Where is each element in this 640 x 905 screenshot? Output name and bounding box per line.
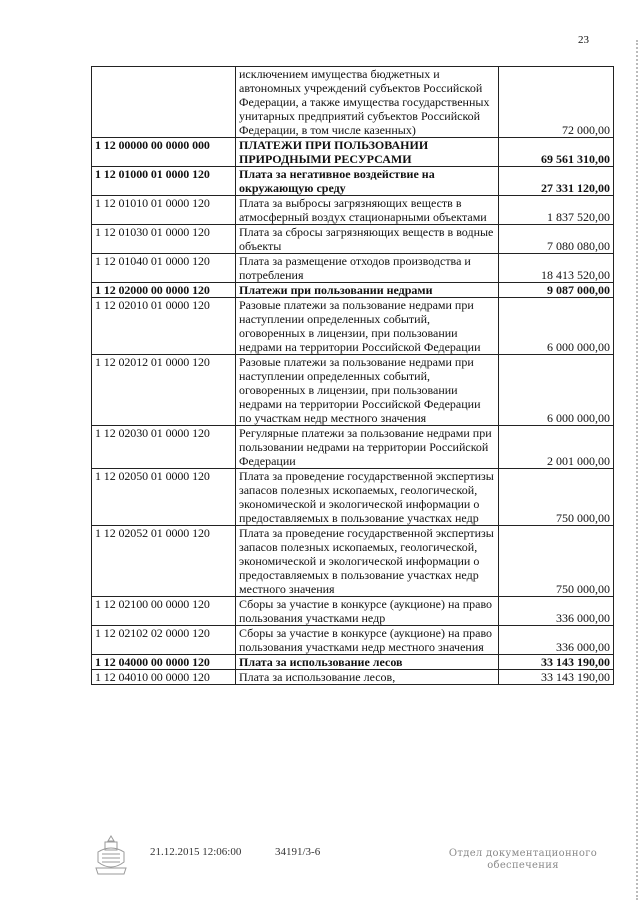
row-code: 1 12 01040 01 0000 120 — [92, 254, 236, 283]
row-name: Разовые платежи за пользование недрами при наступлении определенных событий, оговоренных в лицензии, при пользовании недрами на территории Российской Федерации — [236, 298, 499, 355]
row-name: Плата за использование лесов, — [236, 670, 499, 685]
table-row — [92, 138, 614, 167]
row-sum: 750 000,00 — [499, 526, 614, 597]
row-sum: 1 837 520,00 — [499, 196, 614, 225]
row-code: 1 12 02050 01 0000 120 — [92, 469, 236, 526]
row-sum: 33 143 190,00 — [499, 670, 614, 685]
table-row — [92, 626, 614, 655]
row-sum: 72 000,00 — [499, 67, 614, 138]
row-name: исключением имущества бюджетных и автономных учреждений субъектов Российской Федерации, а также имущества государственных унитарных предприятий субъектов Российской Федерации, в том числе казенных) — [236, 67, 499, 138]
row-sum: 33 143 190,00 — [499, 655, 614, 670]
row-name: Регулярные платежи за пользование недрами при пользовании недрами на территории Российской Федерации — [236, 426, 499, 469]
page-number: 23 — [578, 34, 589, 46]
row-sum: 69 561 310,00 — [499, 138, 614, 167]
budget-table — [91, 66, 614, 685]
stamp-line-2: обеспечения — [487, 860, 559, 871]
row-name: Плата за сбросы загрязняющих веществ в водные объекты — [236, 225, 499, 254]
emblem-seal-icon — [90, 832, 132, 878]
table-row — [92, 526, 614, 597]
row-name: Разовые платежи за пользование недрами при наступлении определенных событий, оговоренных в лицензии, при пользовании недрами на территории Российской Федерации по участкам недр местного значения — [236, 355, 499, 426]
row-code: 1 12 04010 00 0000 120 — [92, 670, 236, 685]
row-sum: 27 331 120,00 — [499, 167, 614, 196]
table-row — [92, 196, 614, 225]
row-code: 1 12 02010 01 0000 120 — [92, 298, 236, 355]
table-row — [92, 670, 614, 685]
table-row — [92, 283, 614, 298]
row-name: ПЛАТЕЖИ ПРИ ПОЛЬЗОВАНИИ ПРИРОДНЫМИ РЕСУРСАМИ — [236, 138, 499, 167]
table-row — [92, 597, 614, 626]
page-edge — [632, 40, 638, 900]
row-name: Сборы за участие в конкурсе (аукционе) на право пользования участками недр местного значения — [236, 626, 499, 655]
row-name: Платежи при пользовании недрами — [236, 283, 499, 298]
row-sum: 2 001 000,00 — [499, 426, 614, 469]
table-row — [92, 426, 614, 469]
budget-table-body — [92, 67, 614, 685]
row-code: 1 12 00000 00 0000 000 — [92, 138, 236, 167]
row-name: Плата за выбросы загрязняющих веществ в атмосферный воздух стационарными объектами — [236, 196, 499, 225]
stamp-line-1: Отдел документационного — [448, 848, 598, 859]
row-name: Плата за использование лесов — [236, 655, 499, 670]
row-code: 1 12 02100 00 0000 120 — [92, 597, 236, 626]
table-row — [92, 225, 614, 254]
table-row — [92, 469, 614, 526]
row-code: 1 12 02012 01 0000 120 — [92, 355, 236, 426]
row-code: 1 12 04000 00 0000 120 — [92, 655, 236, 670]
table-row — [92, 254, 614, 283]
row-code: 1 12 02000 00 0000 120 — [92, 283, 236, 298]
row-sum: 6 000 000,00 — [499, 298, 614, 355]
table-row — [92, 167, 614, 196]
row-code — [92, 67, 236, 138]
footer-datetime: 21.12.2015 12:06:00 — [150, 846, 242, 858]
row-sum: 336 000,00 — [499, 626, 614, 655]
row-code: 1 12 02052 01 0000 120 — [92, 526, 236, 597]
row-code: 1 12 01010 01 0000 120 — [92, 196, 236, 225]
footer-doc-number: 34191/3-6 — [275, 846, 321, 858]
row-name: Плата за проведение государственной экспертизы запасов полезных ископаемых, геологической, экономической и экологической информации о предоставляемых в пользование участках недр — [236, 469, 499, 526]
row-code: 1 12 02102 02 0000 120 — [92, 626, 236, 655]
row-sum: 6 000 000,00 — [499, 355, 614, 426]
row-name: Плата за размещение отходов производства и потребления — [236, 254, 499, 283]
row-sum: 18 413 520,00 — [499, 254, 614, 283]
row-code: 1 12 02030 01 0000 120 — [92, 426, 236, 469]
table-row — [92, 355, 614, 426]
table-row — [92, 67, 614, 138]
row-name: Плата за проведение государственной экспертизы запасов полезных ископаемых, геологической, экономической и экологической информации о предоставляемых в пользование участках недр местного значения — [236, 526, 499, 597]
department-stamp — [448, 848, 598, 872]
row-sum: 9 087 000,00 — [499, 283, 614, 298]
row-sum: 750 000,00 — [499, 469, 614, 526]
row-sum: 336 000,00 — [499, 597, 614, 626]
row-code: 1 12 01030 01 0000 120 — [92, 225, 236, 254]
row-name: Плата за негативное воздействие на окружающую среду — [236, 167, 499, 196]
row-code: 1 12 01000 01 0000 120 — [92, 167, 236, 196]
row-name: Сборы за участие в конкурсе (аукционе) на право пользования участками недр — [236, 597, 499, 626]
table-row — [92, 655, 614, 670]
table-row — [92, 298, 614, 355]
row-sum: 7 080 080,00 — [499, 225, 614, 254]
